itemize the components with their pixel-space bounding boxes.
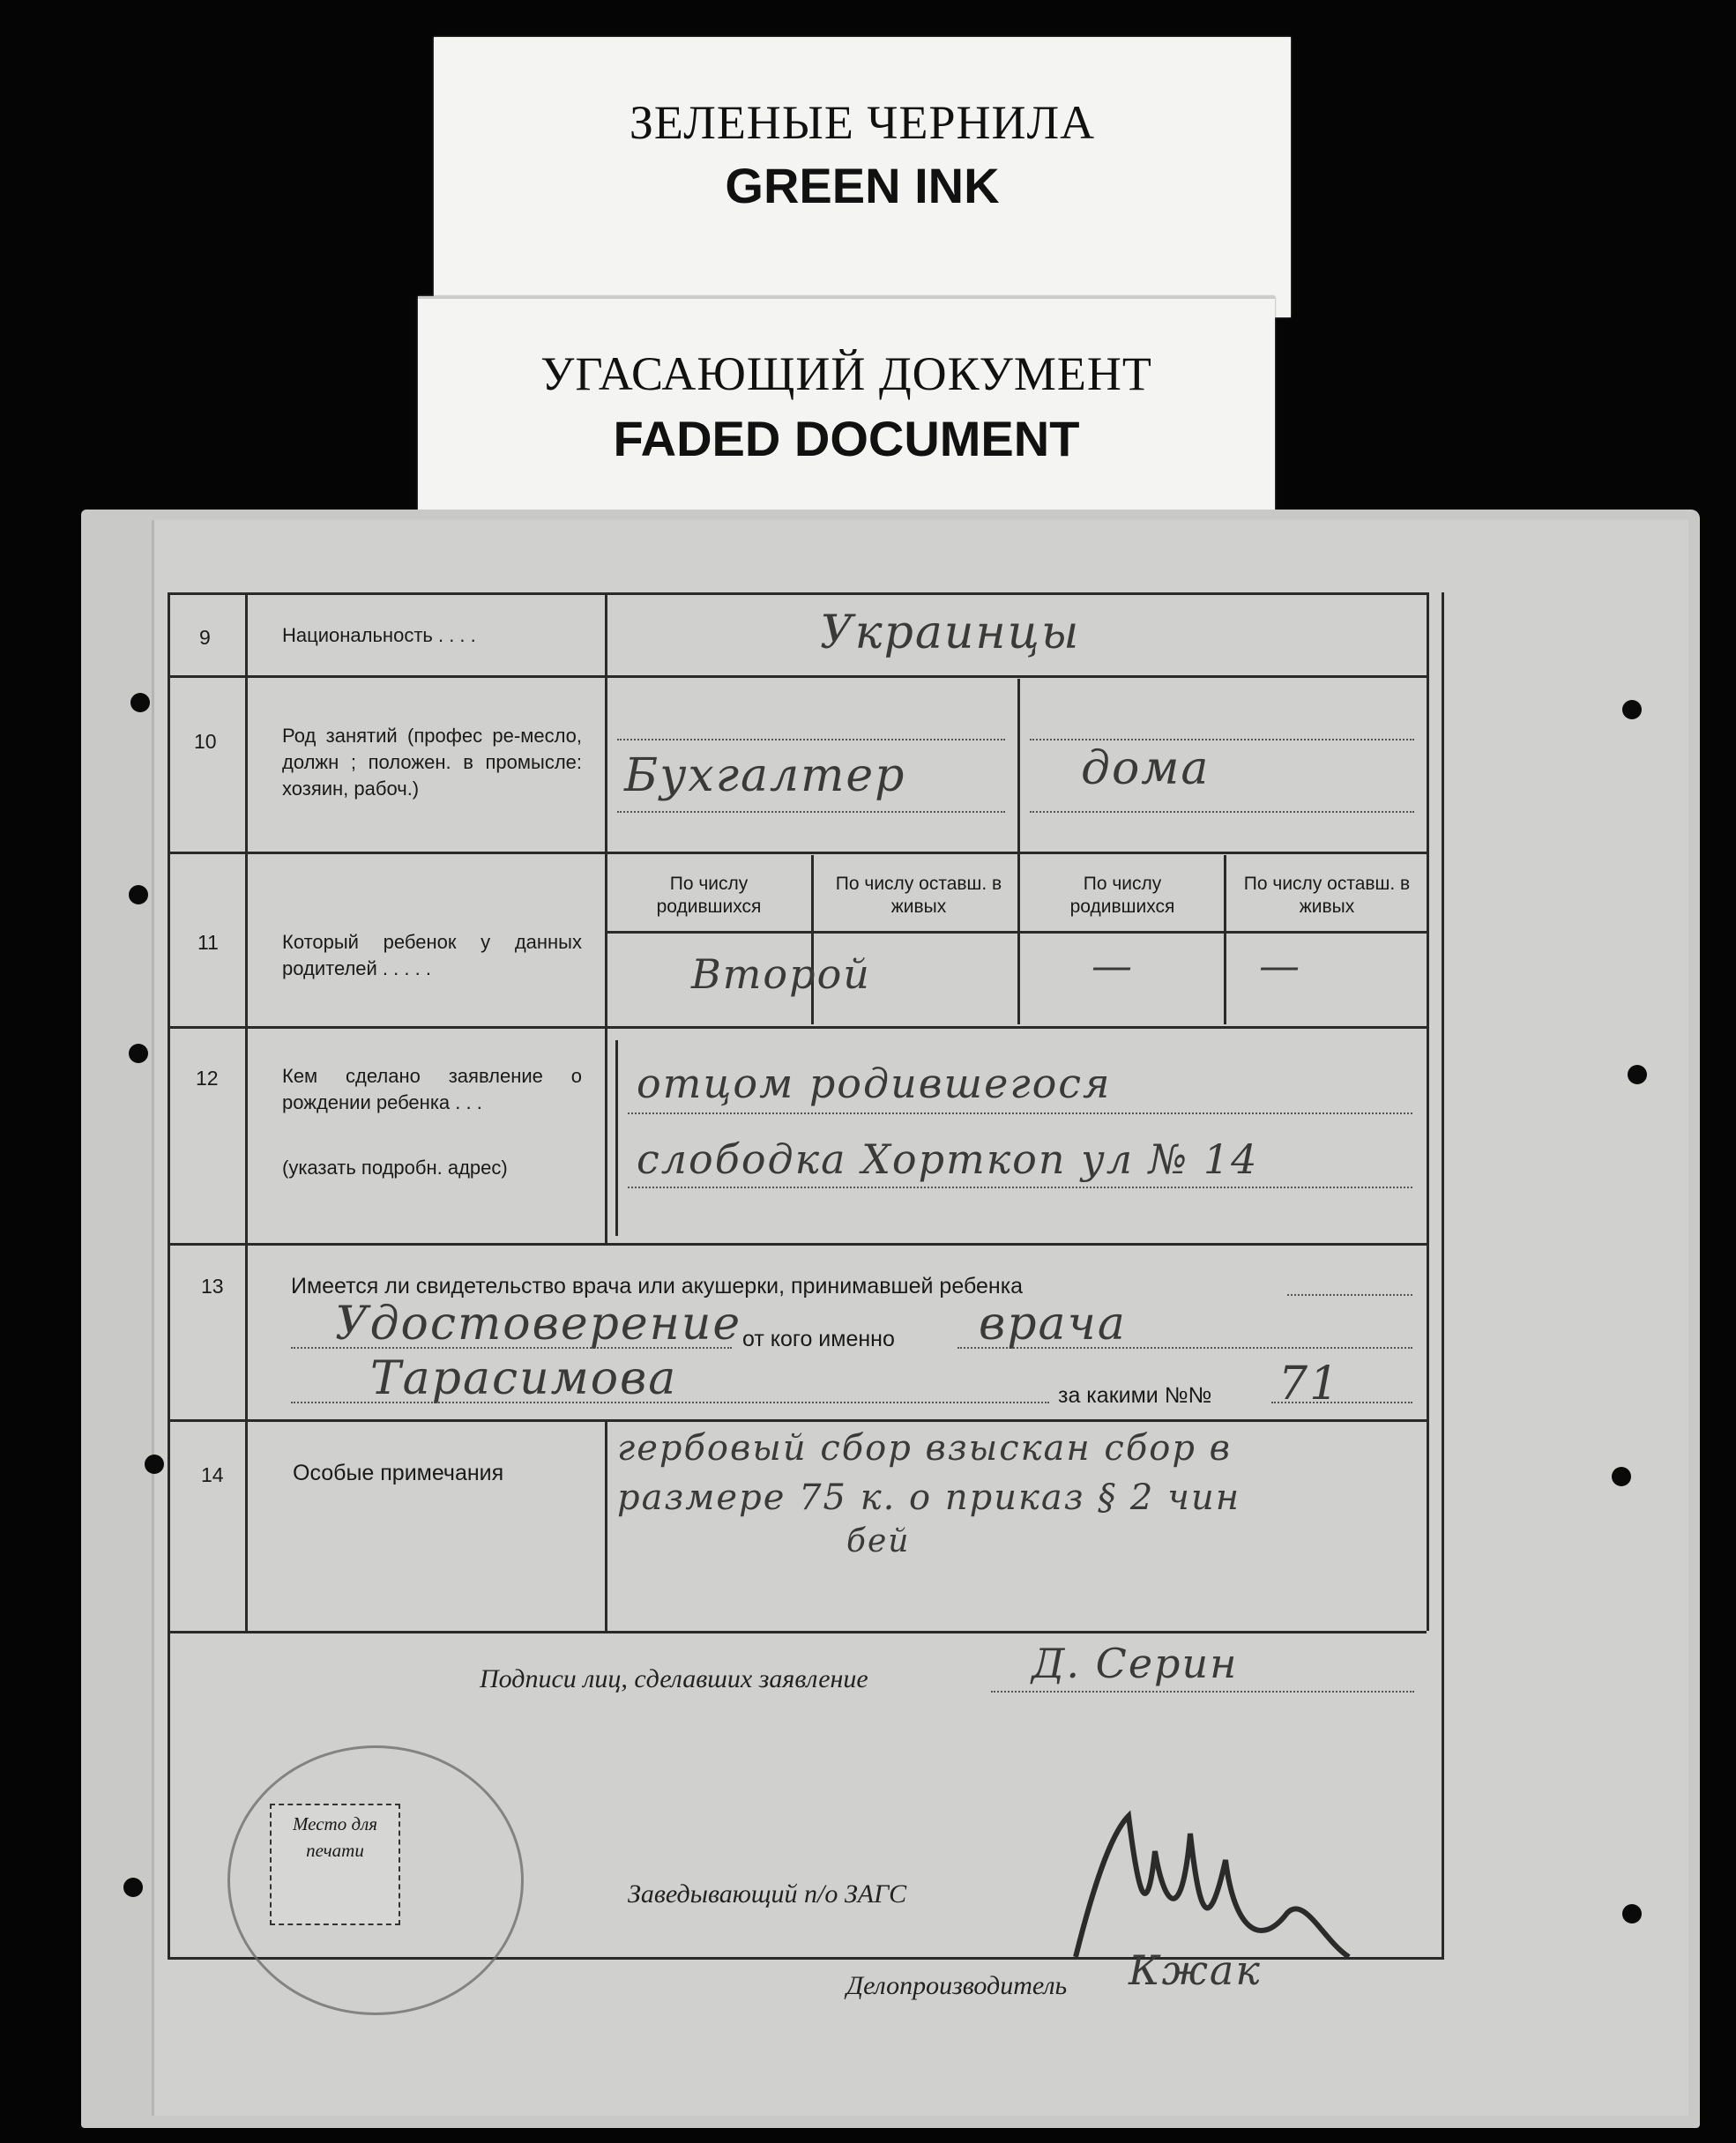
row-10-line-father-1 [617,739,1005,740]
table-col-divider-right [1427,592,1429,1631]
punch-hole [129,1044,148,1063]
row-11-value-1: Второй [691,950,871,998]
row-10-father-value: Бухгалтер [624,749,906,802]
row-14-value-2: размере 75 к. о приказ § 2 чин [617,1477,1241,1518]
row-13-from-whom: от кого именно [742,1327,895,1351]
row-13-value-4: 71 [1278,1358,1341,1410]
row-11-value-4: — [1259,941,1301,989]
punch-hole [130,693,150,712]
row-11-label: Который ребенок у данных родителей . . . . . [282,931,582,979]
row-13-line-0 [1287,1294,1412,1296]
applicants-signature-line [991,1691,1414,1693]
row-12-value-1: отцом родившегося [637,1060,1112,1107]
applicants-signature-label: Подписи лиц, сделавших заявление [480,1664,868,1693]
table-col-divider-1 [245,592,248,1631]
green-ink-label-en: GREEN INK [725,158,1000,213]
table-row-line-10 [168,852,1427,854]
row-12-line-1 [628,1112,1412,1114]
row-13-value-2: врача [979,1298,1127,1351]
faded-document-label-ru: УГАСАЮЩИЙ ДОКУМЕНТ [540,347,1152,400]
row-10-line-mother-2 [1030,811,1414,813]
row-14-number: 14 [201,1463,224,1486]
punch-hole [1628,1065,1647,1084]
clerk-signature-value: Кжак [1129,1946,1262,1994]
table-row-line-14 [168,1631,1427,1633]
table-col-divider-5 [1224,855,1226,1024]
punch-hole [1622,1904,1642,1923]
row-11-value-3: — [1092,941,1134,989]
table-col-divider-2b [605,1421,607,1631]
row-9-number: 9 [199,626,211,649]
clerk-signature-label: Делопроизводитель [846,1971,1068,2000]
row-10-line-father-2 [617,811,1005,813]
row-10-label: Род занятий (профес ре-месло, должн ; положен. в промысле: хозяин, рабоч.) [282,725,582,800]
row-10-line-mother-1 [1030,739,1414,740]
row-12-value-2: слободка Хорткоп ул № 14 [637,1135,1259,1183]
row-13-numbers-label: за какими №№ [1058,1383,1212,1408]
row-13-value-3: Тарасимова [370,1352,678,1405]
table-row-line-12 [168,1243,1427,1246]
faded-document-card [418,296,1275,526]
punch-hole [145,1455,164,1474]
table-row-line-11 [168,1026,1427,1029]
row-12-sub-label: (указать подробн. адрес) [282,1157,508,1179]
head-signature-label: Заведывающий п/о ЗАГС [628,1879,907,1909]
row-11-col2-header: По числу оставш. в живых [835,874,1002,917]
row-13-value-1: Удостоверение [335,1298,742,1351]
table-row-line-9 [168,675,1427,678]
row-14-value-1: гербовый сбор взыскан сбор в [617,1428,1232,1469]
table-col-divider-4 [811,855,814,1024]
table-subheader-line [605,931,1427,934]
row-14-value-3: бей [846,1523,911,1559]
faded-document-label-en: FADED DOCUMENT [613,411,1080,466]
table-row-line-top [168,592,1427,595]
stamp-place-box [270,1804,400,1925]
punch-hole [1612,1467,1631,1486]
punch-hole [129,885,148,904]
row-12-inner-divider [615,1040,618,1236]
punch-hole [123,1878,143,1897]
row-11-col4-header: По числу оставш. в живых [1243,874,1411,917]
row-9-label: Национальность . . . . [282,624,476,646]
row-11-col3-header: По числу родившихся [1069,874,1175,917]
row-12-label: Кем сделано заявление о рождении ребенка . . . [282,1065,582,1113]
row-12-number: 12 [196,1067,219,1090]
row-10-mother-value: дома [1081,742,1211,795]
row-9-value: Украинцы [820,606,1081,659]
row-13-number: 13 [201,1275,224,1298]
row-11-number: 11 [197,931,219,954]
applicants-signature-value: Д. Серин [1032,1640,1239,1687]
row-11-col1-header: По числу родившихся [656,874,762,917]
stamp-place-label: Место для печати [292,1813,378,1861]
table-row-line-13 [168,1419,1427,1422]
row-13-label: Имеется ли свидетельство врача или акушерки, принимавшей ребенка [291,1274,1024,1298]
punch-hole [1622,700,1642,719]
table-col-divider-2 [605,592,607,1245]
row-14-label: Особые примечания [293,1461,504,1485]
row-12-line-2 [628,1187,1412,1188]
row-10-number: 10 [194,730,217,753]
green-ink-label-ru: ЗЕЛЕНЫЕ ЧЕРНИЛА [629,96,1096,149]
green-ink-card [434,37,1291,317]
